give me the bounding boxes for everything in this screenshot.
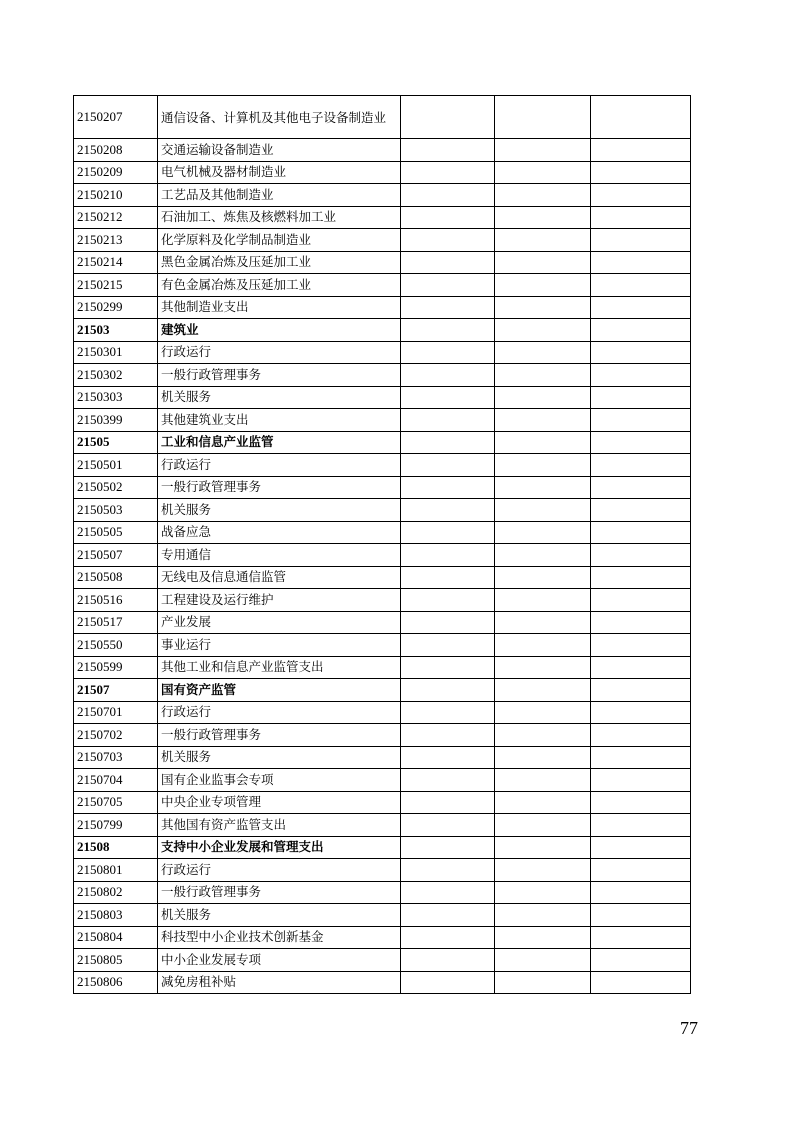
row-name: 电气机械及器材制造业 <box>158 161 401 184</box>
row-empty-cell <box>591 454 691 477</box>
row-name: 一般行政管理事务 <box>158 476 401 499</box>
row-code: 2150804 <box>74 926 158 949</box>
row-empty-cell <box>495 274 591 297</box>
row-empty-cell <box>591 206 691 229</box>
row-empty-cell <box>591 274 691 297</box>
table-row <box>74 139 691 162</box>
row-name: 石油加工、炼焦及核燃料加工业 <box>158 206 401 229</box>
row-empty-cell <box>591 656 691 679</box>
row-empty-cell <box>495 724 591 747</box>
table-row <box>74 184 691 207</box>
row-empty-cell <box>495 836 591 859</box>
table-row <box>74 409 691 432</box>
row-empty-cell <box>495 611 591 634</box>
table-row <box>74 296 691 319</box>
row-name: 减免房租补贴 <box>158 971 401 994</box>
row-empty-cell <box>401 746 495 769</box>
row-code: 2150599 <box>74 656 158 679</box>
row-empty-cell <box>591 296 691 319</box>
table-row <box>74 206 691 229</box>
row-code: 2150213 <box>74 229 158 252</box>
row-name: 黑色金属冶炼及压延加工业 <box>158 251 401 274</box>
row-name: 科技型中小企业技术创新基金 <box>158 926 401 949</box>
table-row <box>74 881 691 904</box>
row-empty-cell <box>495 679 591 702</box>
row-code: 2150207 <box>74 96 158 139</box>
row-name: 一般行政管理事务 <box>158 364 401 387</box>
row-empty-cell <box>401 184 495 207</box>
row-empty-cell <box>591 679 691 702</box>
row-empty-cell <box>495 139 591 162</box>
row-empty-cell <box>495 656 591 679</box>
table-row <box>74 499 691 522</box>
table-row <box>74 319 691 342</box>
row-empty-cell <box>401 386 495 409</box>
row-code: 2150516 <box>74 589 158 612</box>
row-code: 21503 <box>74 319 158 342</box>
row-code: 2150803 <box>74 904 158 927</box>
row-empty-cell <box>401 859 495 882</box>
row-empty-cell <box>401 881 495 904</box>
row-empty-cell <box>495 161 591 184</box>
table-row <box>74 926 691 949</box>
row-empty-cell <box>591 409 691 432</box>
table-row <box>74 566 691 589</box>
row-code: 2150302 <box>74 364 158 387</box>
row-empty-cell <box>591 476 691 499</box>
row-empty-cell <box>495 589 591 612</box>
row-code: 2150801 <box>74 859 158 882</box>
row-name: 中央企业专项管理 <box>158 791 401 814</box>
row-name: 工程建设及运行维护 <box>158 589 401 612</box>
row-name: 国有资产监管 <box>158 679 401 702</box>
row-empty-cell <box>495 814 591 837</box>
row-empty-cell <box>591 184 691 207</box>
row-empty-cell <box>495 971 591 994</box>
table-row <box>74 859 691 882</box>
row-code: 2150503 <box>74 499 158 522</box>
table-row <box>74 476 691 499</box>
table-row <box>74 634 691 657</box>
row-empty-cell <box>401 971 495 994</box>
row-empty-cell <box>401 341 495 364</box>
row-name: 工业和信息产业监管 <box>158 431 401 454</box>
table-row <box>74 656 691 679</box>
table-row <box>74 746 691 769</box>
table-row <box>74 679 691 702</box>
row-empty-cell <box>495 521 591 544</box>
row-code: 2150508 <box>74 566 158 589</box>
table-row <box>74 521 691 544</box>
row-empty-cell <box>401 206 495 229</box>
budget-table <box>73 95 691 994</box>
row-empty-cell <box>591 769 691 792</box>
row-name: 支持中小企业发展和管理支出 <box>158 836 401 859</box>
row-code: 2150517 <box>74 611 158 634</box>
row-empty-cell <box>591 161 691 184</box>
table-row <box>74 386 691 409</box>
row-name: 事业运行 <box>158 634 401 657</box>
row-code: 2150802 <box>74 881 158 904</box>
row-empty-cell <box>495 634 591 657</box>
row-empty-cell <box>495 229 591 252</box>
row-empty-cell <box>495 364 591 387</box>
row-empty-cell <box>401 634 495 657</box>
row-empty-cell <box>591 139 691 162</box>
row-empty-cell <box>401 431 495 454</box>
table-row <box>74 701 691 724</box>
row-empty-cell <box>591 746 691 769</box>
table-row <box>74 769 691 792</box>
row-empty-cell <box>591 611 691 634</box>
row-name: 其他制造业支出 <box>158 296 401 319</box>
row-empty-cell <box>591 814 691 837</box>
table-row <box>74 454 691 477</box>
row-empty-cell <box>495 341 591 364</box>
row-empty-cell <box>401 949 495 972</box>
row-code: 21505 <box>74 431 158 454</box>
table-row <box>74 544 691 567</box>
row-code: 2150214 <box>74 251 158 274</box>
row-empty-cell <box>401 161 495 184</box>
table-row <box>74 341 691 364</box>
row-empty-cell <box>401 454 495 477</box>
row-empty-cell <box>495 206 591 229</box>
row-empty-cell <box>401 521 495 544</box>
row-name: 机关服务 <box>158 904 401 927</box>
row-empty-cell <box>591 836 691 859</box>
row-empty-cell <box>401 499 495 522</box>
table-row <box>74 431 691 454</box>
row-code: 2150502 <box>74 476 158 499</box>
row-name: 机关服务 <box>158 386 401 409</box>
row-empty-cell <box>591 499 691 522</box>
row-name: 其他建筑业支出 <box>158 409 401 432</box>
row-name: 战备应急 <box>158 521 401 544</box>
table-row <box>74 949 691 972</box>
row-empty-cell <box>401 296 495 319</box>
row-code: 2150215 <box>74 274 158 297</box>
row-empty-cell <box>401 566 495 589</box>
row-empty-cell <box>591 96 691 139</box>
row-empty-cell <box>495 881 591 904</box>
table-row <box>74 814 691 837</box>
row-code: 2150399 <box>74 409 158 432</box>
row-name: 机关服务 <box>158 499 401 522</box>
page-number: 77 <box>680 1018 698 1038</box>
row-empty-cell <box>401 926 495 949</box>
row-empty-cell <box>495 949 591 972</box>
row-empty-cell <box>401 319 495 342</box>
table-row <box>74 836 691 859</box>
row-empty-cell <box>591 859 691 882</box>
row-code: 2150806 <box>74 971 158 994</box>
row-name: 有色金属冶炼及压延加工业 <box>158 274 401 297</box>
row-empty-cell <box>401 364 495 387</box>
row-code: 2150705 <box>74 791 158 814</box>
row-empty-cell <box>591 566 691 589</box>
table-row <box>74 161 691 184</box>
table-row <box>74 251 691 274</box>
row-name: 无线电及信息通信监管 <box>158 566 401 589</box>
row-code: 2150799 <box>74 814 158 837</box>
table-row <box>74 971 691 994</box>
row-name: 产业发展 <box>158 611 401 634</box>
row-name: 工艺品及其他制造业 <box>158 184 401 207</box>
row-empty-cell <box>591 926 691 949</box>
row-empty-cell <box>591 386 691 409</box>
row-empty-cell <box>591 341 691 364</box>
row-name: 通信设备、计算机及其他电子设备制造业 <box>158 96 401 139</box>
table-row <box>74 791 691 814</box>
row-name: 一般行政管理事务 <box>158 881 401 904</box>
row-code: 2150507 <box>74 544 158 567</box>
row-empty-cell <box>495 746 591 769</box>
row-empty-cell <box>495 296 591 319</box>
row-name: 其他国有资产监管支出 <box>158 814 401 837</box>
row-name: 专用通信 <box>158 544 401 567</box>
row-name: 其他工业和信息产业监管支出 <box>158 656 401 679</box>
row-name: 化学原料及化学制品制造业 <box>158 229 401 252</box>
row-empty-cell <box>495 251 591 274</box>
row-empty-cell <box>401 611 495 634</box>
row-name: 建筑业 <box>158 319 401 342</box>
row-empty-cell <box>591 881 691 904</box>
table-row <box>74 904 691 927</box>
table-row <box>74 229 691 252</box>
row-empty-cell <box>401 701 495 724</box>
row-code: 2150301 <box>74 341 158 364</box>
row-code: 21507 <box>74 679 158 702</box>
row-empty-cell <box>591 521 691 544</box>
row-code: 2150212 <box>74 206 158 229</box>
row-empty-cell <box>495 791 591 814</box>
row-empty-cell <box>591 544 691 567</box>
table-row <box>74 364 691 387</box>
row-empty-cell <box>495 701 591 724</box>
row-empty-cell <box>401 904 495 927</box>
row-empty-cell <box>401 251 495 274</box>
row-name: 中小企业发展专项 <box>158 949 401 972</box>
row-code: 2150505 <box>74 521 158 544</box>
table-row <box>74 724 691 747</box>
table-row <box>74 96 691 139</box>
row-code: 2150210 <box>74 184 158 207</box>
row-name: 行政运行 <box>158 701 401 724</box>
row-empty-cell <box>591 319 691 342</box>
row-name: 行政运行 <box>158 859 401 882</box>
row-name: 行政运行 <box>158 341 401 364</box>
row-empty-cell <box>495 431 591 454</box>
row-empty-cell <box>401 544 495 567</box>
row-empty-cell <box>401 836 495 859</box>
row-code: 2150701 <box>74 701 158 724</box>
row-empty-cell <box>401 791 495 814</box>
row-empty-cell <box>591 701 691 724</box>
row-empty-cell <box>591 229 691 252</box>
row-empty-cell <box>495 904 591 927</box>
row-code: 2150299 <box>74 296 158 319</box>
row-empty-cell <box>591 589 691 612</box>
table-row <box>74 274 691 297</box>
row-code: 2150702 <box>74 724 158 747</box>
table-row <box>74 611 691 634</box>
row-name: 机关服务 <box>158 746 401 769</box>
row-code: 2150805 <box>74 949 158 972</box>
row-empty-cell <box>591 904 691 927</box>
row-empty-cell <box>591 431 691 454</box>
row-empty-cell <box>401 656 495 679</box>
row-name: 国有企业监事会专项 <box>158 769 401 792</box>
row-empty-cell <box>495 96 591 139</box>
row-code: 2150703 <box>74 746 158 769</box>
row-empty-cell <box>401 409 495 432</box>
row-code: 2150704 <box>74 769 158 792</box>
row-empty-cell <box>495 409 591 432</box>
row-empty-cell <box>495 454 591 477</box>
row-empty-cell <box>401 476 495 499</box>
row-empty-cell <box>495 319 591 342</box>
row-empty-cell <box>401 589 495 612</box>
row-name: 一般行政管理事务 <box>158 724 401 747</box>
row-empty-cell <box>495 184 591 207</box>
row-empty-cell <box>591 364 691 387</box>
row-code: 2150550 <box>74 634 158 657</box>
row-code: 2150209 <box>74 161 158 184</box>
row-empty-cell <box>401 139 495 162</box>
row-empty-cell <box>591 791 691 814</box>
row-empty-cell <box>495 544 591 567</box>
row-empty-cell <box>401 274 495 297</box>
row-empty-cell <box>495 926 591 949</box>
row-empty-cell <box>401 724 495 747</box>
row-empty-cell <box>591 724 691 747</box>
row-empty-cell <box>591 971 691 994</box>
row-code: 21508 <box>74 836 158 859</box>
row-empty-cell <box>495 859 591 882</box>
row-empty-cell <box>591 634 691 657</box>
row-name: 交通运输设备制造业 <box>158 139 401 162</box>
table-body <box>74 96 691 994</box>
table-row <box>74 589 691 612</box>
row-empty-cell <box>401 814 495 837</box>
row-empty-cell <box>591 251 691 274</box>
row-empty-cell <box>495 566 591 589</box>
row-code: 2150303 <box>74 386 158 409</box>
row-empty-cell <box>495 499 591 522</box>
row-empty-cell <box>401 229 495 252</box>
row-empty-cell <box>401 679 495 702</box>
row-empty-cell <box>495 476 591 499</box>
row-code: 2150208 <box>74 139 158 162</box>
row-empty-cell <box>401 96 495 139</box>
row-empty-cell <box>401 769 495 792</box>
row-empty-cell <box>495 769 591 792</box>
row-code: 2150501 <box>74 454 158 477</box>
row-empty-cell <box>591 949 691 972</box>
row-name: 行政运行 <box>158 454 401 477</box>
row-empty-cell <box>495 386 591 409</box>
